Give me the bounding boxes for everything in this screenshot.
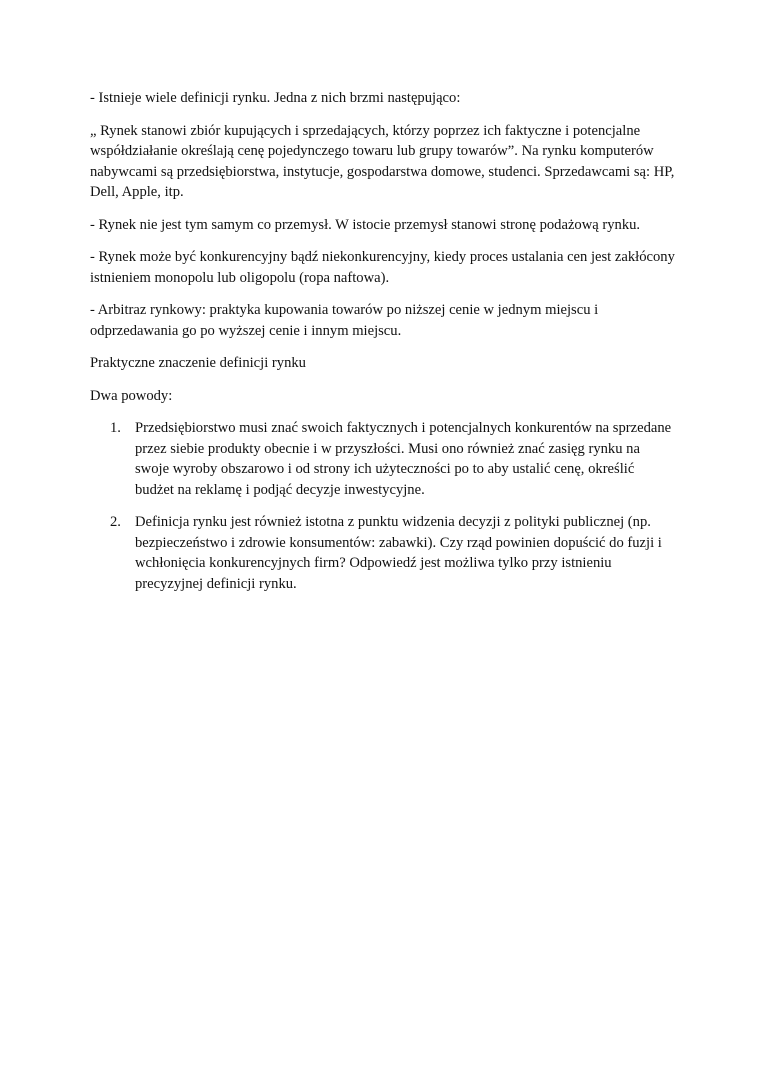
paragraph-market-definition-quote: „ Rynek stanowi zbiór kupujących i sprzedających, którzy poprzez ich faktyczne i potencjalne współdziałanie określają cenę pojedynczego towaru lub grupy towarów”. Na rynku komputerów nabywcami są przedsiębiorstwa, instytucje, gospodarstwa domowe, studenci. Sprzedawcami są: HP, Dell, Apple, itp.: [90, 122, 675, 200]
section-heading: Praktyczne znaczenie definicji rynku: [90, 355, 306, 371]
reasons-list: [90, 418, 675, 594]
list-item: [90, 418, 675, 500]
list-item-text: Definicja rynku jest również istotna z punktu widzenia decyzji z polityki publicznej (np. bezpieczeństwo i zdrowie konsumentów: zabawki). Czy rząd powinien dopuścić do fuzji i wchłonięcia konkurencyjnych firm? Odpowiedź jest możliwa tylko przy istnieniu precyzyjnej definicji rynku.: [135, 514, 662, 592]
list-item-text: Przedsiębiorstwo musi znać swoich faktycznych i potencjalnych konkurentów na sprzedane przez siebie produkty obecnie i w przyszłości. Musi ono również znać zasięg rynku na swoje wyroby obszarowo i od strony ich użyteczności po to aby ustalić cenę, określić budżet na reklamę i podjąć decyzje inwestycyjne.: [135, 420, 672, 498]
paragraph-market-vs-industry: - Rynek nie jest tym samym co przemysł. W istocie przemysł stanowi stronę podażową rynku.: [90, 216, 641, 233]
document-body: [90, 88, 675, 606]
list-item-number: 1.: [110, 420, 121, 436]
list-item: [90, 512, 675, 594]
paragraph-competitive-market: - Rynek może być konkurencyjny bądź niekonkurencyjny, kiedy proces ustalania cen jest zakłócony istnieniem monopolu lub oligopolu (ropa naftowa).: [90, 249, 675, 286]
list-item-number: 2.: [110, 514, 121, 530]
list-intro: Dwa powody:: [90, 387, 173, 404]
paragraph-arbitrage: - Arbitraz rynkowy: praktyka kupowania towarów po niższej cenie w jednym miejscu i odprzedawania go po wyższej cenie i innym miejscu.: [90, 302, 599, 339]
paragraph-definitions-intro: - Istnieje wiele definicji rynku. Jedna z nich brzmi następująco:: [90, 90, 461, 106]
